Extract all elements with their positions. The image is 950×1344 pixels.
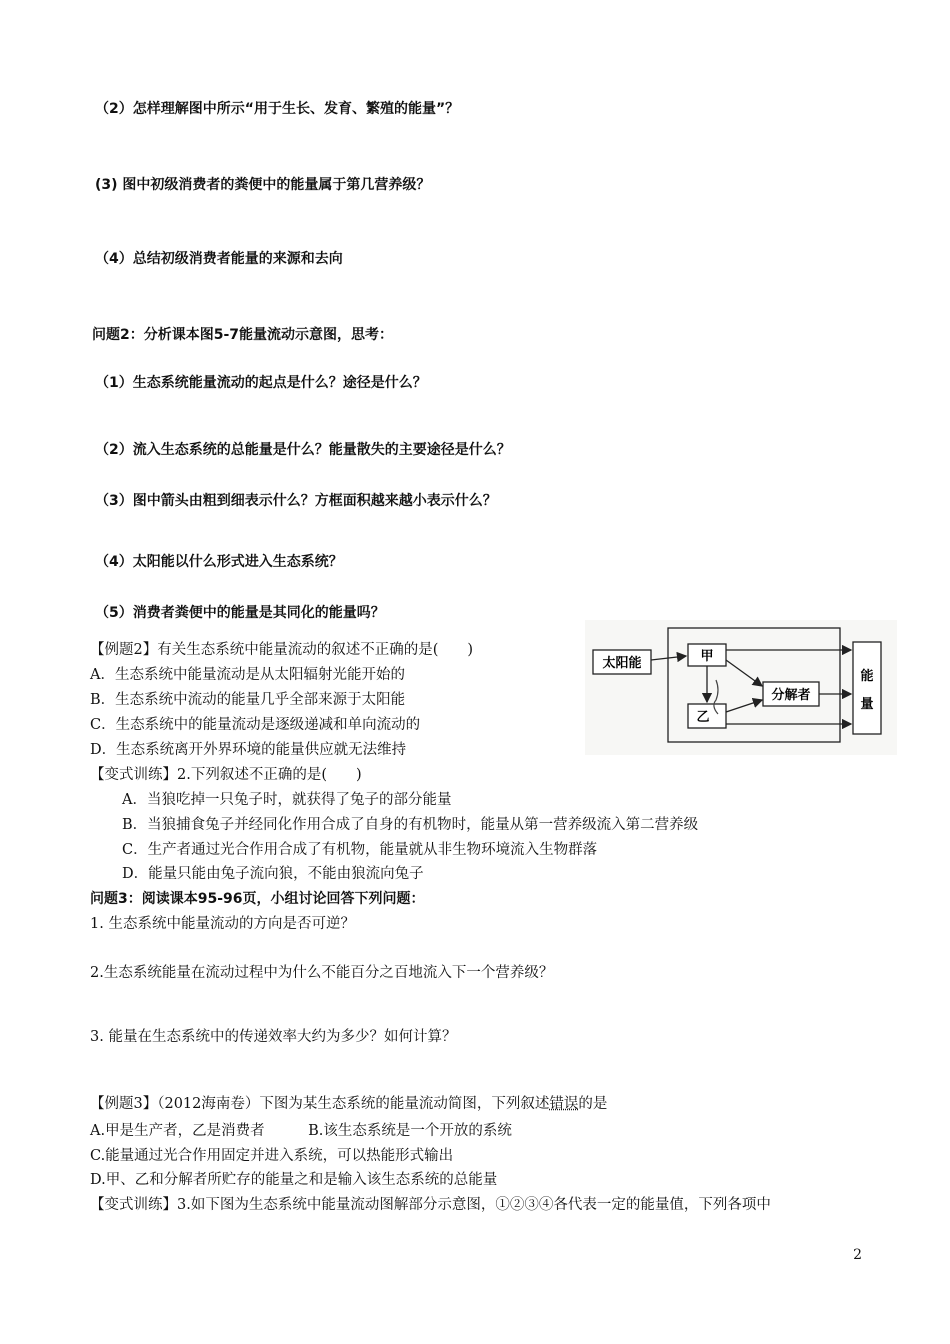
example3-title-suffix: 的是: [578, 1096, 608, 1112]
variant2-option: B．当狼捕食兔子并经同化作用合成了自身的有机物时，能量从第一营养级流入第二营养级: [122, 817, 699, 833]
example2-option: C．生态系统中的能量流动是逐级递减和单向流动的: [90, 717, 421, 733]
problem3-item: 1. 生态系统中能量流动的方向是否可逆？: [90, 916, 355, 932]
problem3-item: 2.生态系统能量在流动过程中为什么不能百分之百地流入下一个营养级？: [90, 965, 554, 981]
energy-label-1: 能: [860, 669, 874, 684]
example3-title: [90, 1094, 607, 1114]
problem2-item: （4）太阳能以什么形式进入生态系统？: [95, 554, 343, 570]
problem2-item: （3）图中箭头由粗到细表示什么？方框面积越来越小表示什么？: [95, 493, 497, 509]
jia-label: 甲: [700, 649, 714, 664]
example2-option: A．生态系统中能量流动是从太阳辐射光能开始的: [90, 667, 405, 683]
variant2-option: C．生产者通过光合作用合成了有机物，能量就从非生物环境流入生物群落: [122, 842, 598, 858]
yi-label: 乙: [696, 710, 710, 725]
energy-label-2: 量: [860, 697, 874, 712]
problem3-item: 3. 能量在生态系统中的传递效率大约为多少？如何计算？: [90, 1029, 457, 1045]
example2-option: D．生态系统离开外界环境的能量供应就无法维持: [90, 742, 407, 758]
question-3: (3) 图中初级消费者的粪便中的能量属于第几营养级？: [95, 177, 431, 193]
variant2-option: A．当狼吃掉一只兔子时，就获得了兔子的部分能量: [122, 792, 452, 808]
page-number: 2: [853, 1247, 862, 1263]
example3-title-emphasis: 错误: [549, 1096, 579, 1112]
variant2-option: D．能量只能由兔子流向狼，不能由狼流向兔子: [122, 866, 424, 882]
energy-flow-diagram: [585, 620, 897, 755]
problem2-item: （1）生态系统能量流动的起点是什么？途径是什么？: [95, 375, 427, 391]
example3-title-prefix: 【例题3】（2012海南卷）下图为某生态系统的能量流动简图，下列叙述: [90, 1096, 550, 1112]
problem3-title: 问题3：阅读课本95-96页，小组讨论回答下列问题：: [90, 891, 425, 907]
sun-label: 太阳能: [602, 656, 642, 671]
variant2-title: 【变式训练】2.下列叙述不正确的是( ): [90, 767, 362, 783]
question-2: （2）怎样理解图中所示“用于生长、发育、繁殖的能量”？: [95, 101, 460, 117]
problem2-item: （5）消费者粪便中的能量是其同化的能量吗？: [95, 605, 385, 621]
example3-option: D.甲、乙和分解者所贮存的能量之和是输入该生态系统的总能量: [90, 1172, 498, 1188]
example2-option: B．生态系统中流动的能量几乎全部来源于太阳能: [90, 692, 406, 708]
question-4: （4）总结初级消费者能量的来源和去向: [95, 251, 343, 267]
example3-option: C.能量通过光合作用固定并进入系统，可以热能形式输出: [90, 1148, 454, 1164]
example2-title: 【例题2】有关生态系统中能量流动的叙述不正确的是( ): [90, 642, 474, 658]
energy-box: [853, 642, 881, 734]
variant3-title: 【变式训练】3.如下图为生态系统中能量流动图解部分示意图，①②③④各代表一定的能量值，下列各项中: [90, 1197, 771, 1213]
decomposer-label: 分解者: [771, 688, 811, 703]
problem2-item: （2）流入生态系统的总能量是什么？能量散失的主要途径是什么？: [95, 442, 511, 458]
example3-option: A.甲是生产者，乙是消费者 B.该生态系统是一个开放的系统: [90, 1123, 512, 1139]
problem2-title: 问题2：分析课本图5-7能量流动示意图，思考：: [92, 327, 394, 343]
